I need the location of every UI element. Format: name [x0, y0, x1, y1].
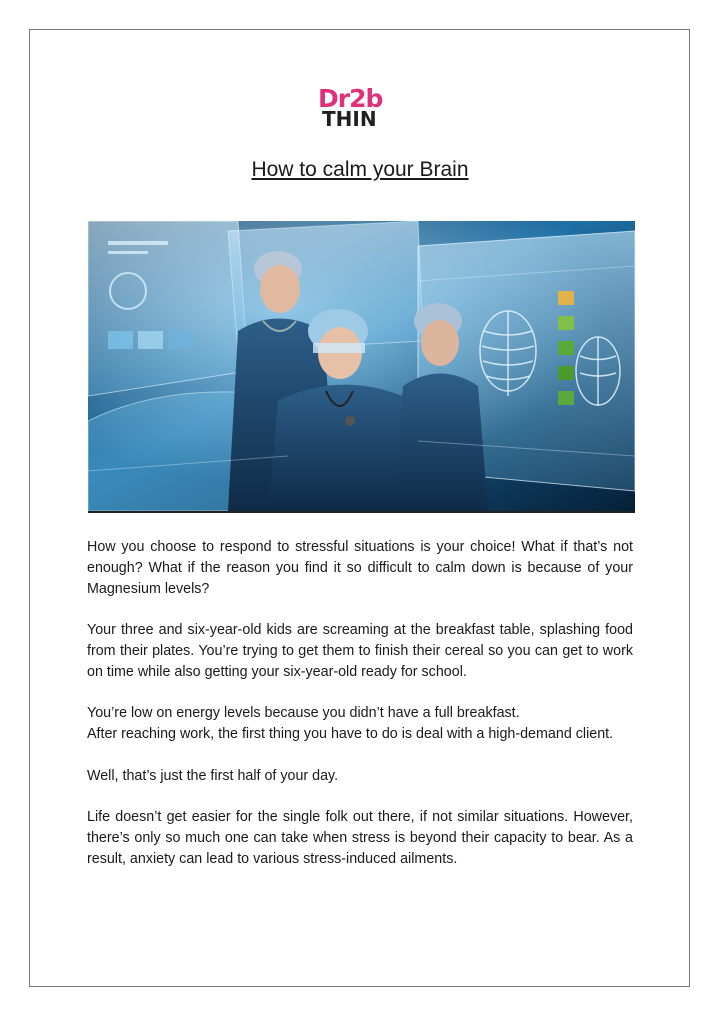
paragraph-4: After reaching work, the first thing you have to do is deal with a high-demand client. [87, 726, 614, 743]
paragraph-3: You’re low on energy levels because you didn’t have a full breakfast. [87, 705, 520, 722]
article-body [87, 537, 633, 891]
paragraph-6: Life doesn’t get easier for the single folk out there, if not similar situations. However, there’s only so much one can take when stress is beyond their capacity to bear. As a result, anxiety can lead to various stress-induced ailments. [87, 809, 633, 867]
paragraph-1: How you choose to respond to stressful situations is your choice! What if that’s not enough? What if the reason you find it so difficult to calm down is because of your Magnesium levels? [87, 539, 633, 597]
paragraph-2: Your three and six-year-old kids are screaming at the breakfast table, splashing food from their plates. You’re trying to get them to finish their cereal so you can get to work on time while also getting your six-year-old ready for school. [87, 622, 633, 680]
logo-line-1: Dr2b [318, 84, 383, 113]
article-title: How to calm your Brain [251, 158, 469, 181]
paragraph-5: Well, that’s just the first half of your day. [87, 767, 339, 784]
hero-image-doctors-holographic-display [88, 221, 635, 513]
logo-line-2: THIN [322, 107, 377, 131]
dr2b-thin-logo [318, 86, 408, 134]
